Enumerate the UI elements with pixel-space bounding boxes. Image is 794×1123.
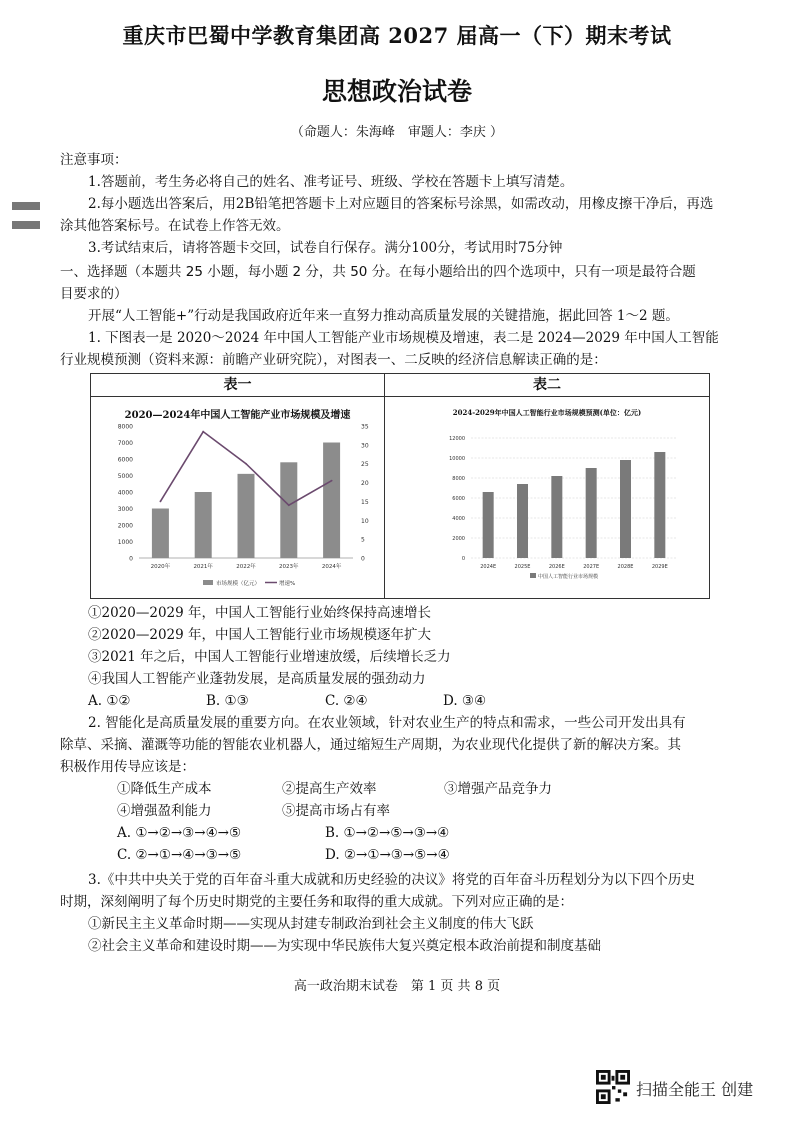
x-tick-label: 2024E (480, 564, 497, 570)
bar (517, 484, 528, 558)
chart-panel-1 (90, 373, 385, 599)
y2-tick-label: 5 (361, 536, 365, 544)
y-tick-label: 0 (461, 556, 465, 562)
y2-tick-label: 35 (361, 423, 369, 431)
bar (654, 452, 665, 558)
legend-swatch-bar (203, 580, 213, 585)
note-item: 3.考试结束后，请将答题卡交回，试卷自行保存。满分100分，考试用时75分钟 (88, 240, 563, 256)
q2-stem: 2. 智能化是高质量发展的重要方向。在农业领域，针对农业生产的特点和需求，一些公司开发出具有 (88, 715, 686, 731)
q2-stem-cont: 除草、采摘、灌溉等功能的智能农业机器人，通过缩短生产周期，为农业现代化提供了新的解决方案。其 (60, 737, 681, 753)
y2-tick-label: 0 (361, 555, 365, 563)
q1-statement: ①2020—2029 年，中国人工智能行业始终保持高速增长 (88, 605, 432, 621)
y-tick-label: 6000 (452, 496, 465, 502)
x-tick-label: 2020年 (150, 564, 171, 570)
q1-option-d: D. ③④ (443, 693, 487, 709)
section-heading-cont: 目要求的） (60, 286, 128, 302)
q3-statement: ①新民主主义革命时期——实现从封建专制政治到社会主义制度的伟大飞跃 (88, 916, 534, 932)
q2-option-d: D. ②→①→③→⑤→④ (325, 847, 450, 863)
line-point (245, 463, 247, 465)
q2-option-c: C. ②→①→④→③→⑤ (117, 847, 242, 863)
y2-tick-label: 30 (361, 442, 369, 450)
chart-1-svg (91, 398, 384, 598)
bar (551, 476, 562, 558)
x-tick-label: 2022年 (236, 564, 256, 570)
line-point (160, 501, 162, 503)
x-tick-label: 2028E (617, 564, 634, 570)
legend-label: 市场规模（亿元） (216, 581, 261, 587)
scanner-watermark: 扫描全能王 创建 (636, 1080, 754, 1099)
legend-label: 增速% (279, 581, 296, 587)
y-tick-label: 4000 (452, 516, 465, 522)
x-tick-label: 2021年 (193, 564, 213, 570)
q2-item: ⑤提高市场占有率 (282, 803, 390, 819)
bar (280, 462, 297, 558)
chart-panel-2 (384, 373, 710, 599)
q2-item: ①降低生产成本 (117, 781, 212, 797)
x-tick-label: 2026E (548, 564, 565, 570)
y-tick-label: 4000 (117, 489, 133, 497)
note-item-cont: 涂其他答案标号。在试卷上作答无效。 (60, 218, 290, 234)
q3-statement: ②社会主义革命和建设时期——为实现中华民族伟大复兴奠定根本政治前提和制度基础 (88, 938, 601, 954)
q2-item: ④增强盈利能力 (117, 803, 212, 819)
y-tick-label: 12000 (449, 436, 465, 442)
q1-stem: 1. 下图表一是 2020～2024 年中国人工智能产业市场规模及增速，表二是 2024—2029 年中国人工智能 (88, 330, 719, 346)
y-tick-label: 2000 (452, 536, 465, 542)
q2-option-b: B. ①→②→⑤→③→④ (325, 825, 450, 841)
section-heading: 一、选择题（本题共 25 小题，每小题 2 分，共 50 分。在每小题给出的四个选项中，只有一项是最符合题 (60, 264, 696, 280)
bar (238, 474, 255, 558)
chart-title: 2024-2029年中国人工智能行业市场规模预测(单位：亿元) (452, 408, 642, 417)
q1-statement: ③2021 年之后，中国人工智能行业增速放缓，后续增长乏力 (88, 649, 451, 665)
y2-tick-label: 20 (361, 480, 369, 488)
q1-statement: ④我国人工智能产业蓬勃发展，是高质量发展的强劲动力 (88, 671, 426, 687)
q1-option-a: A. ①② (88, 693, 131, 709)
q3-stem: 3.《中共中央关于党的百年奋斗重大成就和历史经验的决议》将党的百年奋斗历程划分为以下四个历史 (88, 872, 695, 888)
note-item: 1.答题前，考生务必将自己的姓名、准考证号、班级、学校在答题卡上填写清楚。 (88, 174, 574, 190)
bar (620, 460, 631, 558)
line-point (288, 504, 290, 506)
q3-stem-cont: 时期，深刻阐明了每个历史时期党的主要任务和取得的重大成就。下列对应正确的是： (60, 894, 573, 910)
y-tick-label: 5000 (117, 473, 133, 480)
notes-heading: 注意事项： (60, 152, 128, 168)
y-tick-label: 0 (129, 555, 133, 563)
q2-item: ②提高生产效率 (282, 781, 377, 797)
y2-tick-label: 10 (361, 517, 369, 525)
authors-line: （命题人：朱海峰 审题人：李庆 ） (290, 125, 504, 140)
bar (323, 443, 340, 559)
legend-swatch-bar (530, 573, 536, 578)
q2-stem-cont: 积极作用传导应该是： (60, 759, 195, 775)
x-tick-label: 2029E (651, 564, 668, 570)
chart-title: 2020—2024年中国人工智能产业市场规模及增速 (124, 410, 351, 421)
panel-label: 表二 (385, 374, 709, 397)
x-tick-label: 2024年 (321, 564, 342, 570)
q2-item: ③增强产品竞争力 (444, 781, 552, 797)
y2-tick-label: 25 (361, 461, 369, 469)
y-tick-label: 6000 (117, 456, 133, 464)
margin-mark (12, 202, 40, 210)
bar (195, 492, 212, 558)
y-tick-label: 7000 (117, 440, 133, 447)
q1-option-c: C. ②④ (325, 693, 368, 709)
bar (586, 468, 597, 558)
y-tick-label: 3000 (117, 506, 133, 513)
bar (152, 509, 169, 559)
paper-subtitle: 思想政治试卷 (321, 77, 472, 106)
y-tick-label: 8000 (452, 476, 465, 482)
q2-option-a: A. ①→②→③→④→⑤ (117, 825, 242, 841)
line-point (331, 480, 333, 482)
y2-tick-label: 15 (361, 498, 369, 506)
y-tick-label: 1000 (117, 539, 133, 546)
qr-code-icon (596, 1070, 630, 1104)
x-tick-label: 2023年 (279, 564, 299, 570)
q1-option-b: B. ①③ (206, 693, 249, 709)
page-footer: 高一政治期末试卷 第 1 页 共 8 页 (293, 979, 501, 994)
y-tick-label: 2000 (117, 522, 133, 530)
margin-mark (12, 221, 40, 229)
q1-stem-cont: 行业规模预测（资料来源：前瞻产业研究院），对图表一、二反映的经济信息解读正确的是： (60, 352, 607, 368)
x-tick-label: 2025E (514, 564, 531, 570)
bar (483, 492, 494, 558)
chart-2-svg (385, 398, 709, 598)
exam-title: 重庆市巴蜀中学教育集团高 2027 届高一（下）期末考试 (122, 23, 672, 48)
panel-label: 表一 (91, 374, 384, 397)
q1-statement: ②2020—2029 年，中国人工智能行业市场规模逐年扩大 (88, 627, 432, 643)
section-intro: 开展“人工智能+”行动是我国政府近年来一直努力推动高质量发展的关键措施，据此回答 1～2 题。 (88, 308, 679, 324)
legend-label: 中国人工智能行业市场规模 (538, 574, 599, 580)
x-tick-label: 2027E (583, 564, 600, 570)
line-point (202, 431, 204, 433)
y-tick-label: 10000 (449, 456, 465, 462)
y-tick-label: 8000 (117, 423, 133, 431)
note-item: 2.每小题选出答案后，用2B铅笔把答题卡上对应题目的答案标号涂黑，如需改动，用橡皮擦干净后，再选 (88, 196, 714, 212)
